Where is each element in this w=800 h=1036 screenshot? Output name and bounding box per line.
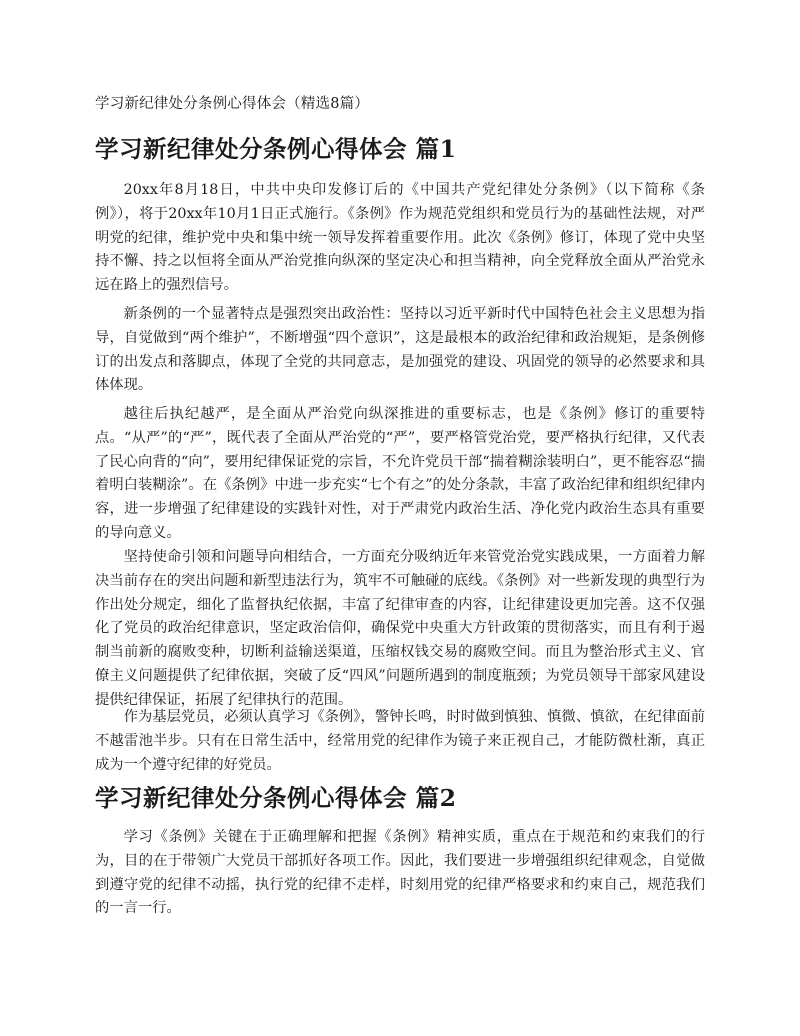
paragraph: 20xx年8月18日，中共中央印发修订后的《中国共产党纪律处分条例》（以下简称《条例》），将于20xx年10月1日正式施行。《条例》作为规范党组织和党员行为的基础性法规，对严明党的纪律，维护党中央和集中统一领导发挥着重要作用。此次《条例》修订，体现了党中央坚持不懈、持之以恒将全面从严治党推向纵深的坚定决心和担当精神，向全党释放全面从严治党永远在路上的强烈信号。 — [95, 182, 705, 294]
section-heading-2: 学习新纪律处分条例心得体会 篇2 — [95, 784, 457, 812]
paragraph: 学习《条例》关键在于正确理解和把握《条例》精神实质，重点在于规范和约束我们的行为，目的在于带领广大党员干部抓好各项工作。因此，我们要进一步增强组织纪律观念，自觉做到遵守党的纪律不动摇，执行党的纪律不走样，时刻用党的纪律严格要求和约束自己，规范我们的一言一行。 — [95, 829, 705, 917]
paragraph: 越往后执纪越严，是全面从严治党向纵深推进的重要标志，也是《条例》修订的重要特点。“从严”的“严”，既代表了全面从严治党的“严”，要严格管党治党，要严格执行纪律，又代表了民心向背的“向”，要用纪律保证党的宗旨，不允许党员干部“揣着糊涂装明白”，更不能容忍“揣着明白装糊涂”。在《条例》中进一步充实“七个有之”的处分条款，丰富了政治纪律和组织纪律内容，进一步增强了纪律建设的实践针对性，对于严肃党内政治生活、净化党内政治生态具有重要的导向意义。 — [95, 406, 705, 541]
document-title: 学习新纪律处分条例心得体会（精选8篇） — [95, 96, 370, 112]
paragraph: 坚持使命引领和问题导向相结合，一方面充分吸纳近年来管党治党实践成果，一方面着力解决当前存在的突出问题和新型违法行为，筑牢不可触碰的底线。《条例》对一些新发现的典型行为作出处分规定，细化了监督执纪依据，丰富了纪律审查的内容，让纪律建设更加完善。这不仅强化了党员的政治纪律意识，坚定政治信仰，确保党中央重大方针政策的贯彻落实，而且有利于遏制当前新的腐败变种，切断利益输送渠道，压缩权钱交易的腐败空间。而且为整治形式主义、官僚主义问题提供了纪律依据，突破了反“四风”问题所遇到的制度瓶颈；为党员领导干部家风建设提供纪律保证，拓展了纪律执行的范围。 — [95, 549, 705, 708]
paragraph: 作为基层党员，必须认真学习《条例》，警钟长鸣，时时做到慎独、慎微、慎欲，在纪律面前不越雷池半步。只有在日常生活中，经常用党的纪律作为镜子来正视自己，才能防微杜渐，真正成为一个遵守纪律的好党员。 — [95, 709, 705, 773]
section-heading-1: 学习新纪律处分条例心得体会 篇1 — [95, 135, 457, 163]
paragraph: 新条例的一个显著特点是强烈突出政治性：坚持以习近平新时代中国特色社会主义思想为指导，自觉做到“两个维护”，不断增强“四个意识”，这是最根本的政治纪律和政治规矩，是条例修订的出发点和落脚点，体现了全党的共同意志，是加强党的建设、巩固党的领导的必然要求和具体体现。 — [95, 306, 705, 394]
